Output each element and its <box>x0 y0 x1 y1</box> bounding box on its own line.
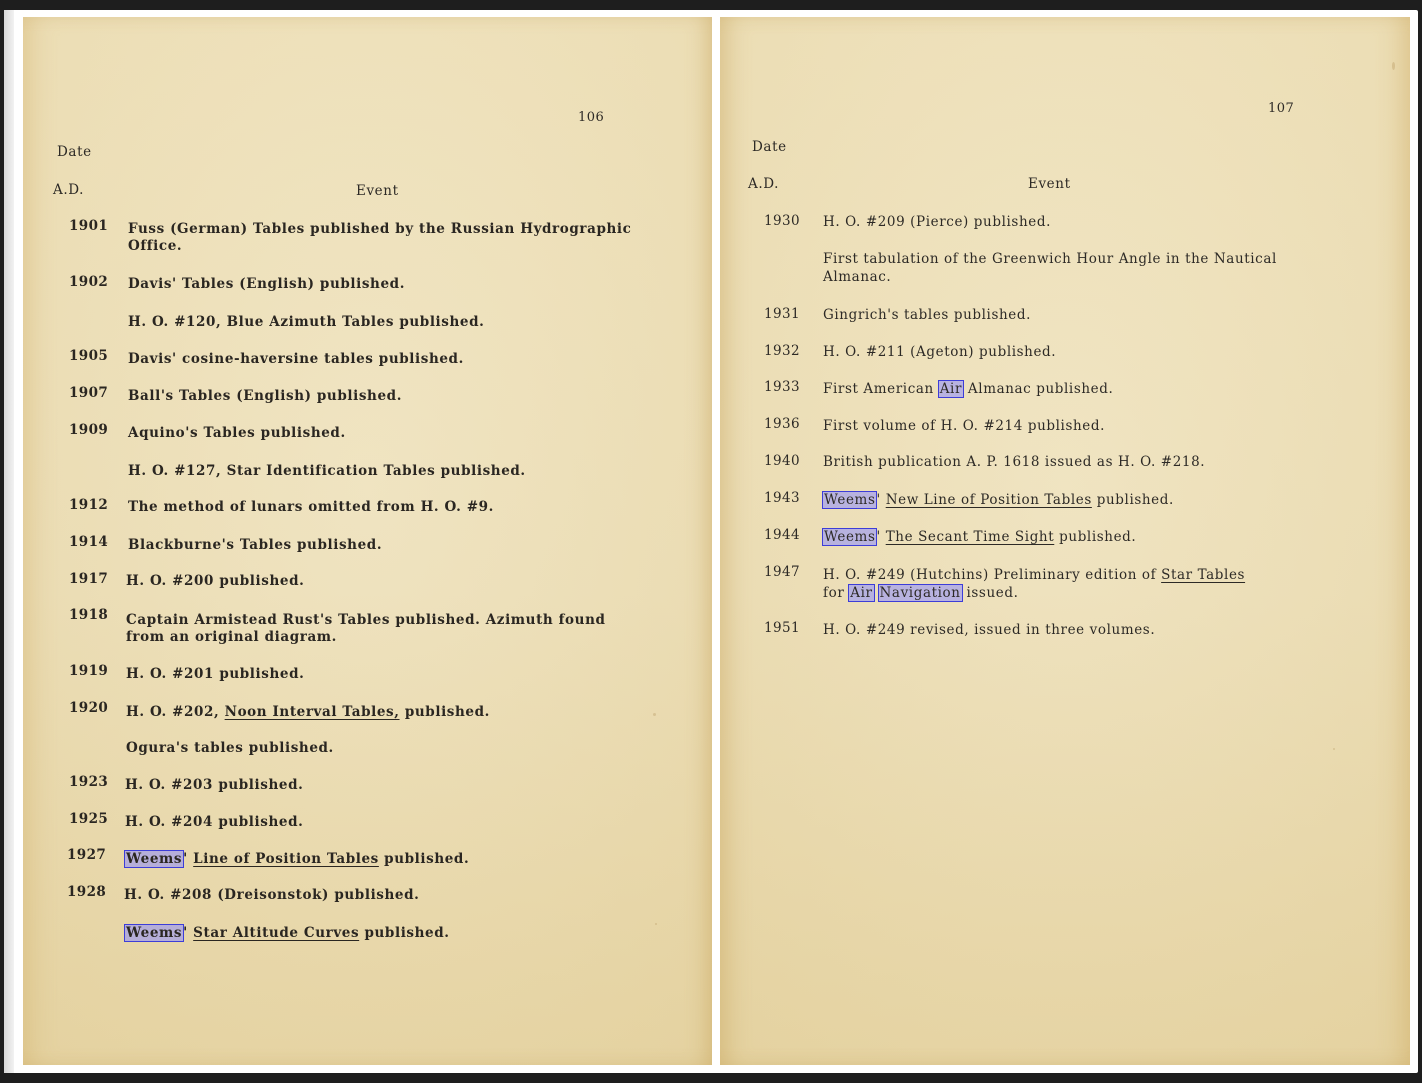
search-highlight[interactable]: Air <box>850 585 873 601</box>
event-1947-line1 <box>823 566 1245 584</box>
noon-interval-tables-title: Noon Interval Tables, <box>224 704 400 720</box>
year-1905: 1905 <box>69 348 109 364</box>
year-1923: 1923 <box>69 774 109 790</box>
star-altitude-curves-title: Star Altitude Curves <box>193 925 360 941</box>
event-1944 <box>823 528 1136 546</box>
year-1927: 1927 <box>67 847 107 863</box>
event-1931: Gingrich's tables published. <box>823 307 1031 323</box>
line-of-position-tables-title: Line of Position Tables <box>193 851 379 867</box>
year-1936: 1936 <box>764 416 800 432</box>
event-1902: Davis' Tables (English) published. <box>128 276 406 292</box>
event-header: Event <box>1028 176 1071 192</box>
search-highlight[interactable]: Air <box>939 381 963 397</box>
event-1927-post: published. <box>378 851 470 867</box>
event-header: Event <box>356 183 399 199</box>
paper-speck <box>1392 62 1395 70</box>
event-1932: H. O. #211 (Ageton) published. <box>823 344 1057 360</box>
event-gha-line1: First tabulation of the Greenwich Hour Angle in the Nautical <box>823 251 1277 267</box>
event-1951: H. O. #249 revised, issued in three volumes. <box>823 622 1156 638</box>
ad-header: A.D. <box>53 182 85 198</box>
event-star-altitude-mid: ' <box>183 925 194 941</box>
ad-header: A.D. <box>748 176 780 192</box>
year-1917: 1917 <box>69 571 109 587</box>
year-1909: 1909 <box>69 422 109 438</box>
year-1907: 1907 <box>69 385 109 401</box>
year-1902: 1902 <box>69 274 109 290</box>
year-1920: 1920 <box>69 700 109 716</box>
event-1919: H. O. #201 published. <box>126 666 305 682</box>
event-1912: The method of lunars omitted from H. O. #9. <box>128 499 494 515</box>
year-1943: 1943 <box>764 490 800 506</box>
year-1933: 1933 <box>764 379 800 395</box>
search-highlight[interactable]: Weems <box>126 925 183 941</box>
event-1928: H. O. #208 (Dreisonstok) published. <box>124 887 420 903</box>
date-header: Date <box>752 139 787 155</box>
event-1943-mid: ' <box>876 492 886 508</box>
search-highlight[interactable]: Weems <box>824 529 876 545</box>
event-ho-127: H. O. #127, Star Identification Tables published. <box>128 463 526 479</box>
event-1901-line2: Office. <box>128 238 183 254</box>
event-1943-post: published. <box>1091 492 1174 508</box>
event-1933-pre: First American <box>823 381 939 397</box>
event-1927-mid: ' <box>183 851 194 867</box>
event-1947-line2 <box>823 584 1018 602</box>
star-tables-title: Star Tables <box>1161 567 1246 583</box>
event-1927 <box>125 850 469 868</box>
event-gha-line2: Almanac. <box>823 269 892 285</box>
date-header: Date <box>57 144 92 160</box>
event-1930: H. O. #209 (Pierce) published. <box>823 214 1051 230</box>
year-1930: 1930 <box>764 213 800 229</box>
year-1947: 1947 <box>764 564 800 580</box>
event-1947-for: for <box>823 585 850 601</box>
year-1940: 1940 <box>764 453 800 469</box>
year-1944: 1944 <box>764 527 800 543</box>
page-number: 107 <box>1268 101 1295 116</box>
event-1925: H. O. #204 published. <box>125 814 304 830</box>
event-1920-pre: H. O. #202, <box>126 704 225 720</box>
event-1944-post: published. <box>1054 529 1137 545</box>
search-highlight[interactable]: Weems <box>824 492 876 508</box>
year-1932: 1932 <box>764 343 800 359</box>
event-1944-mid: ' <box>876 529 886 545</box>
event-1947-pre: H. O. #249 (Hutchins) Preliminary edition of <box>823 567 1162 583</box>
event-1940: British publication A. P. 1618 issued as H. O. #218. <box>823 454 1206 470</box>
event-1923: H. O. #203 published. <box>125 777 304 793</box>
page-107 <box>720 17 1410 1065</box>
year-1901: 1901 <box>69 218 109 234</box>
event-1933 <box>823 380 1113 398</box>
page-number: 106 <box>578 110 605 125</box>
year-1931: 1931 <box>764 306 800 322</box>
event-ogura: Ogura's tables published. <box>126 740 334 756</box>
year-1919: 1919 <box>69 663 109 679</box>
event-1920 <box>126 703 490 721</box>
event-1901-line1: Fuss (German) Tables published by the Russian Hydrographic <box>128 221 632 237</box>
event-ho-120: H. O. #120, Blue Azimuth Tables published. <box>128 314 485 330</box>
event-star-altitude <box>125 924 450 942</box>
year-1951: 1951 <box>764 620 800 636</box>
event-1907: Ball's Tables (English) published. <box>128 388 402 404</box>
year-1918: 1918 <box>69 607 109 623</box>
event-1914: Blackburne's Tables published. <box>128 537 383 553</box>
event-1918-line2: from an original diagram. <box>126 629 337 645</box>
search-highlight[interactable]: Navigation <box>879 585 961 601</box>
event-star-altitude-post: published. <box>359 925 450 941</box>
event-1920-post: published. <box>399 704 490 720</box>
event-1909: Aquino's Tables published. <box>128 425 346 441</box>
year-1914: 1914 <box>69 534 109 550</box>
event-1933-post: Almanac published. <box>963 381 1114 397</box>
year-1912: 1912 <box>69 497 109 513</box>
event-1936: First volume of H. O. #214 published. <box>823 418 1105 434</box>
event-1905: Davis' cosine-haversine tables published. <box>128 351 464 367</box>
event-1917: H. O. #200 published. <box>126 573 305 589</box>
paper-speck <box>653 713 656 716</box>
secant-time-sight-title: The Secant Time Sight <box>885 529 1055 545</box>
event-1947-post: issued. <box>961 585 1019 601</box>
year-1928: 1928 <box>67 884 107 900</box>
search-highlight[interactable]: Weems <box>126 851 183 867</box>
paper-speck <box>655 923 657 925</box>
new-line-of-position-tables-title: New Line of Position Tables <box>885 492 1092 508</box>
year-1925: 1925 <box>69 811 109 827</box>
scan-edge <box>4 10 14 1073</box>
paper-speck <box>1333 748 1335 750</box>
event-1918-line1: Captain Armistead Rust's Tables published. Azimuth found <box>126 612 606 628</box>
page-106 <box>23 17 712 1065</box>
event-1943 <box>823 491 1174 509</box>
